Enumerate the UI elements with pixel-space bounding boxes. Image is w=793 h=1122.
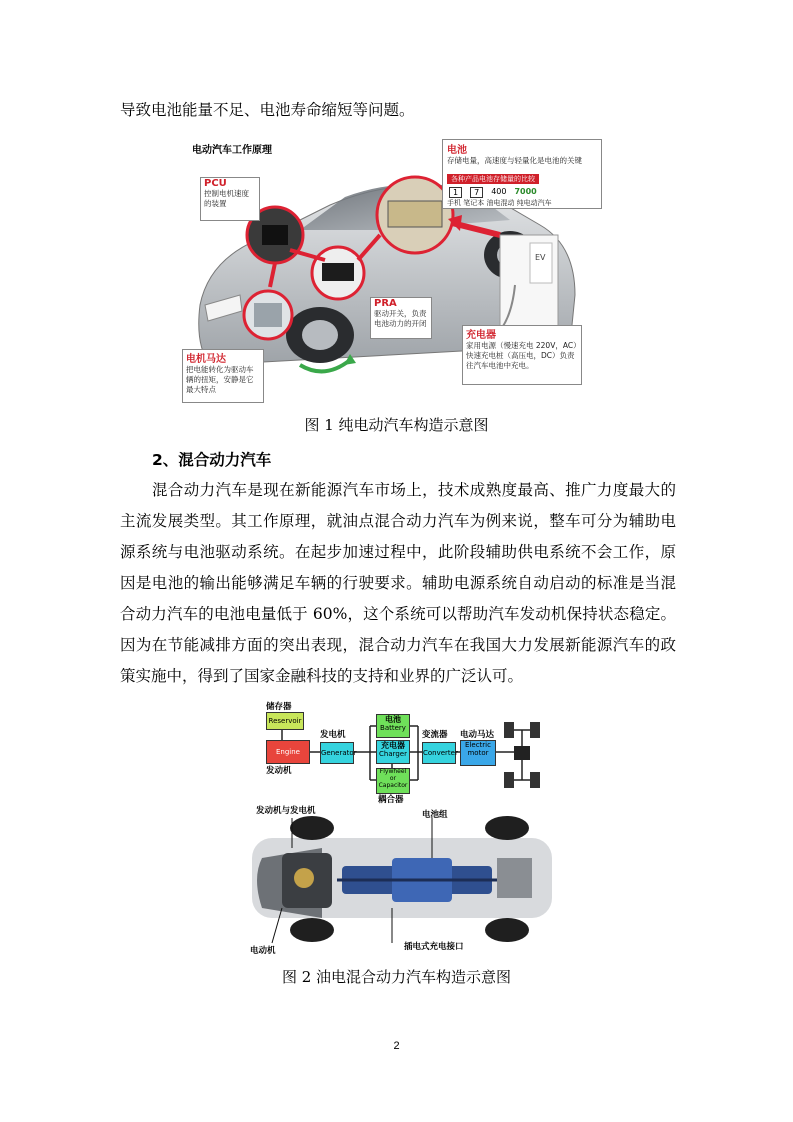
flywheel-box: Flywheel or Capacitor bbox=[376, 768, 410, 794]
charger-cn: 充电器 bbox=[381, 741, 405, 750]
figure-ev-principle bbox=[180, 135, 604, 407]
charger-heading: 充电器 bbox=[466, 330, 496, 341]
engine-box: Engine bbox=[266, 740, 310, 764]
electric-motor-label: 电动机 bbox=[250, 946, 276, 956]
battery-box bbox=[376, 714, 410, 738]
motor-cn-label: 电动马达 bbox=[460, 730, 495, 740]
charger-box bbox=[376, 740, 410, 764]
figure-hybrid-structure bbox=[242, 700, 560, 960]
motor-heading: 电机马达 bbox=[186, 354, 226, 365]
battery-cn: 电池 bbox=[385, 715, 401, 724]
ev-station-label: EV bbox=[535, 253, 546, 262]
fig2-caption: 图 2 油电混合动力汽车构造示意图 bbox=[281, 968, 512, 986]
charger-line-2: 快速充电桩（高压电，DC）负责 bbox=[466, 351, 575, 360]
charger-en: Charger bbox=[379, 750, 407, 759]
pra-desc: 驱动开关，负责电池动力的开闭 bbox=[374, 309, 427, 328]
paragraph-line-6: 因为在节能减排方面的突出表现，混合动力汽车在我国大力发展新能源汽车的政 bbox=[120, 636, 676, 654]
plug-in-port-label: 插电式充电接口 bbox=[404, 942, 464, 952]
reservoir-box: Reservoir bbox=[266, 712, 304, 730]
pra-callout bbox=[370, 297, 432, 339]
generator-cn-label: 发电机 bbox=[320, 730, 346, 740]
value-hybrid: 400 bbox=[491, 187, 507, 196]
value-laptop: 7 bbox=[470, 187, 483, 198]
battery-desc: 存储电量，高速度与轻量化是电池的关键 bbox=[447, 156, 582, 165]
charger-line-3: 往汽车电池中充电。 bbox=[466, 361, 534, 370]
pcu-heading: PCU bbox=[204, 178, 227, 189]
motor-desc: 把电能转化为驱动车辆的扭矩，安静是它最大特点 bbox=[186, 365, 254, 394]
section-heading: 2、混合动力汽车 bbox=[152, 451, 272, 469]
battery-compare-labels: 手机 笔记本 油电混动 纯电动汽车 bbox=[447, 199, 552, 207]
paragraph-top-line: 导致电池能量不足、电池寿命缩短等问题。 bbox=[120, 101, 415, 119]
page-number: 2 bbox=[393, 1040, 400, 1052]
fig1-title: 电动汽车工作原理 bbox=[192, 145, 272, 156]
pcu-desc: 控制电机速度的装置 bbox=[204, 189, 249, 208]
paragraph-line-4: 因是电池的输出能够满足车辆的行驶要求。辅助电源系统自动启动的标准是当混 bbox=[120, 574, 676, 592]
coupler-cn-label: 耦合器 bbox=[378, 795, 404, 805]
paragraph-line-5: 合动力汽车的电池电量低于 60%，这个系统可以帮助汽车发动机保持状态稳定。 bbox=[120, 605, 676, 623]
charger-line-1: 家用电源（慢速充电 220V，AC） bbox=[466, 341, 581, 350]
converter-box: Converter bbox=[422, 742, 456, 764]
battery-heading: 电池 bbox=[447, 145, 467, 156]
charger-callout bbox=[462, 325, 582, 385]
battery-callout bbox=[442, 139, 602, 209]
engine-cn-label: 发动机 bbox=[266, 766, 292, 776]
pra-heading: PRA bbox=[374, 298, 397, 309]
motor-callout bbox=[182, 349, 264, 403]
fig1-caption: 图 1 纯电动汽车构造示意图 bbox=[304, 416, 489, 434]
paragraph-line-7: 策实施中，得到了国家金融科技的支持和业界的广泛认可。 bbox=[120, 667, 524, 685]
motor-box: Electric motor bbox=[460, 740, 496, 766]
pcu-callout bbox=[200, 177, 260, 221]
hybrid-chassis-illustration bbox=[242, 808, 560, 958]
battery-compare-heading: 各种产品电池存储量的比较 bbox=[447, 174, 539, 184]
reservoir-cn-label: 储存器 bbox=[266, 702, 292, 712]
value-ev: 7000 bbox=[514, 187, 537, 196]
paragraph-line-2: 主流发展类型。其工作原理，就油点混合动力汽车为例来说，整车可分为辅助电 bbox=[120, 512, 676, 530]
engine-generator-label: 发动机与发电机 bbox=[256, 806, 316, 816]
value-phone: 1 bbox=[449, 187, 462, 198]
battery-pack-label: 电池组 bbox=[422, 810, 448, 820]
paragraph-line-1: 混合动力汽车是现在新能源汽车市场上，技术成熟度最高、推广力度最大的 bbox=[152, 481, 676, 499]
battery-compare-values bbox=[443, 185, 601, 198]
converter-cn-label: 变流器 bbox=[422, 730, 448, 740]
paragraph-line-3: 源系统与电池驱动系统。在起步加速过程中，此阶段辅助供电系统不会工作，原 bbox=[120, 543, 676, 561]
battery-en: Battery bbox=[380, 724, 406, 733]
generator-box: Generator bbox=[320, 742, 354, 764]
